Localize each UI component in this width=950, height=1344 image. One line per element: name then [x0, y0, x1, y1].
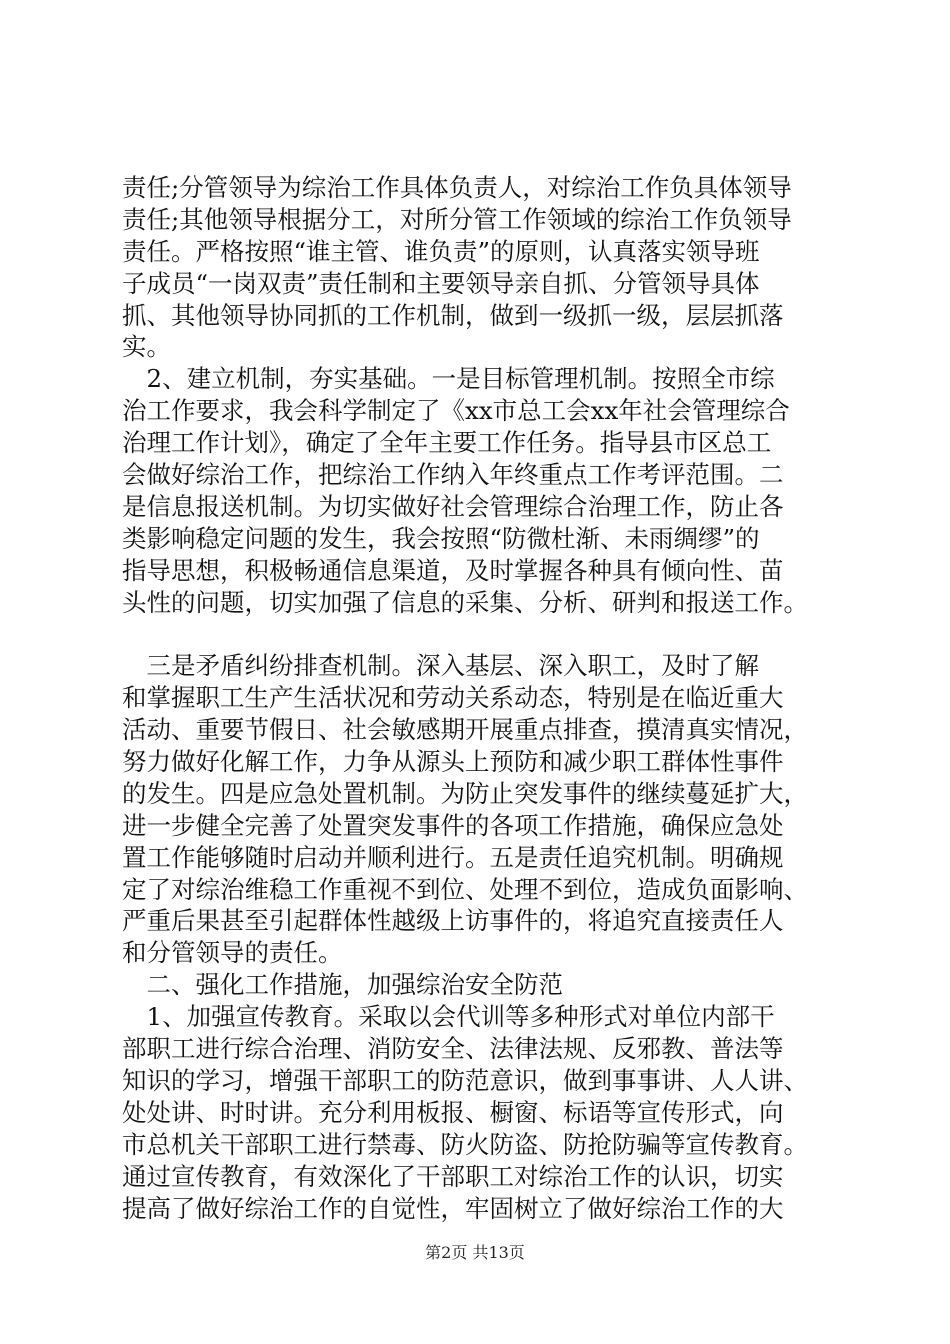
text-line: 治工作要求，我会科学制定了《xx市总工会xx年社会管理综合 — [122, 396, 790, 426]
text-line: 责任;分管领导为综治工作具体负责人，对综治工作负具体领导 — [122, 173, 792, 202]
text-line: 会做好综治工作，把综治工作纳入年终重点工作考评范围。二 — [122, 460, 784, 490]
text-line: 三是矛盾纠纷排查机制。深入基层、深入职工，及时了解 — [122, 651, 759, 681]
text-line: 市总机关干部职工进行禁毒、防火防盗、防抢防骗等宣传教育。 — [122, 1129, 808, 1159]
text-line: 进一步健全完善了处置突发事件的各项工作措施，确保应急处 — [122, 810, 784, 840]
blank-line — [122, 618, 857, 650]
text-line: 2、建立机制，夯实基础。一是目标管理机制。按照全市综 — [122, 364, 775, 394]
text-line: 定了对综治维稳工作重视不到位、处理不到位，造成负面影响、 — [122, 874, 808, 904]
text-line: 活动、重要节假日、社会敏感期开展重点排查，摸清真实情况， — [122, 715, 808, 745]
text-line: 部职工进行综合治理、消防安全、法律法规、反邪教、普法等 — [122, 1034, 784, 1064]
page-number-footer: 第2页 共13页 — [425, 1243, 525, 1262]
text-line: 头性的问题，切实加强了信息的采集、分析、研判和报送工作。 — [122, 587, 808, 617]
text-line: 和掌握职工生产生活状况和劳动关系动态，特别是在临近重大 — [122, 683, 784, 713]
text-line: 责任;其他领导根据分工，对所分管工作领域的综治工作负领导 — [122, 204, 792, 234]
text-line: 1、加强宣传教育。采取以会代训等多种形式对单位内部干 — [122, 1002, 775, 1032]
text-line: 严重后果甚至引起群体性越级上访事件的，将追究直接责任人 — [122, 906, 784, 936]
body-text — [122, 172, 857, 1224]
text-line: 类影响稳定问题的发生，我会按照“防微杜渐、未雨绸缪”的 — [122, 523, 760, 553]
text-line: 是信息报送机制。为切实做好社会管理综合治理工作，防止各 — [122, 491, 784, 521]
text-line: 抓、其他领导协同抓的工作机制，做到一级抓一级，层层抓落 — [122, 300, 784, 330]
text-line: 子成员“一岗双责”责任制和主要领导亲自抓、分管领导具体 — [122, 268, 760, 298]
text-line: 治理工作计划》，确定了全年主要工作任务。指导县市区总工 — [122, 428, 772, 458]
text-line: 和分管领导的责任。 — [122, 938, 343, 968]
text-line: 通过宣传教育，有效深化了干部职工对综治工作的认识，切实 — [122, 1161, 784, 1191]
text-line: 指导思想，积极畅通信息渠道，及时掌握各种具有倾向性、苗 — [122, 555, 784, 585]
text-line: 知识的学习，增强干部职工的防范意识，做到事事讲、人人讲、 — [122, 1065, 808, 1095]
text-line: 实。 — [122, 332, 171, 362]
text-line: 责任。严格按照“谁主管、谁负责”的原则，认真落实领导班 — [122, 236, 760, 266]
text-line: 的发生。四是应急处置机制。为防止突发事件的继续蔓延扩大， — [122, 778, 808, 808]
text-line: 提高了做好综治工作的自觉性，牢固树立了做好综治工作的大 — [122, 1193, 784, 1223]
section-heading: 二、强化工作措施，加强综治安全防范 — [122, 970, 563, 1000]
text-line: 处处讲、时时讲。充分利用板报、橱窗、标语等宣传形式，向 — [122, 1097, 784, 1127]
text-line: 置工作能够随时启动并顺利进行。五是责任追究机制。明确规 — [122, 842, 784, 872]
text-line: 努力做好化解工作，力争从源头上预防和减少职工群体性事件 — [122, 747, 784, 777]
